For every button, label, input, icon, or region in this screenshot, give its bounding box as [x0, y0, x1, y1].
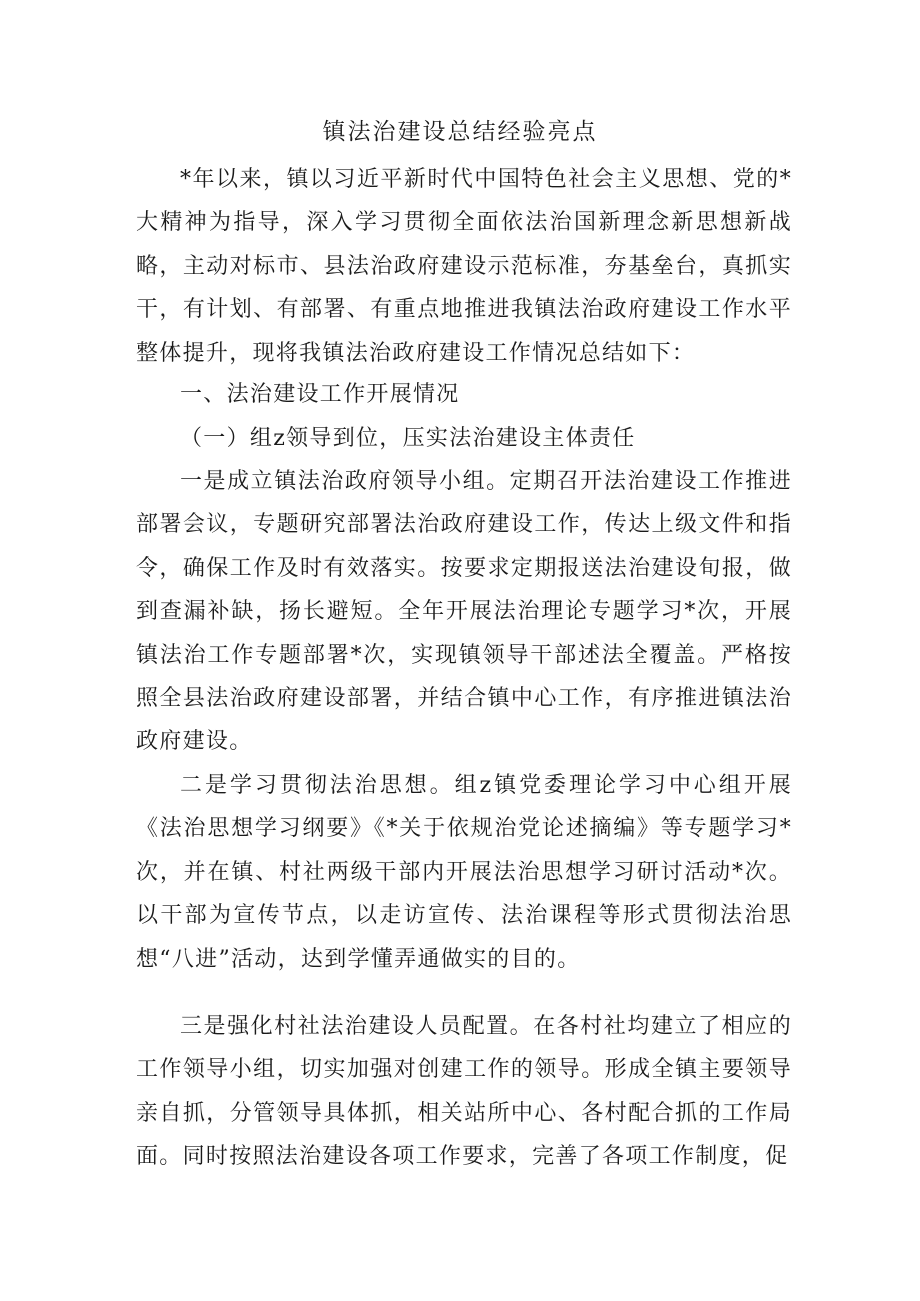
intro-paragraph: *年以来，镇以习近平新时代中国特色社会主义思想、党的*大精神为指导，深入学习贯彻全面依法治国新理念新思想新战略，主动对标市、县法治政府建设示范标准，夯基垒台，真抓实干，有计划、有部署、有重点地推进我镇法治政府建设工作水平整体提升，现将我镇法治政府建设工作情况总结如下：: [136, 167, 792, 366]
section-heading: 一、法治建设工作开展情况: [180, 382, 460, 407]
body-paragraph-1: 一是成立镇法治政府领导小组。定期召开法治建设工作推进部署会议，专题研究部署法治政府建设工作，传达上级文件和指令，确保工作及时有效落实。按要求定期报送法治建设旬报，做到查漏补缺，扬长避短。全年开展法治理论专题学习*次，开展镇法治工作专题部署*次，实现镇领导干部述法全覆盖。严格按照全县法治政府建设部署，并结合镇中心工作，有序推进镇法治政府建设。: [136, 469, 792, 755]
document-title: 镇法治建设总结经验亮点: [322, 119, 598, 145]
body-paragraph-2: 二是学习贯彻法治思想。组z镇党委理论学习中心组开展《法治思想学习纲要》《*关于依规治党论述摘编》等专题学习*次，并在镇、村社两级干部内开展法治思想学习研讨活动*次。以干部为宣传节点，以走访宣传、法治课程等形式贯彻法治思想“八进”活动，达到学懂弄通做实的目的。: [136, 773, 792, 972]
subsection-heading: （一）组z领导到位，压实法治建设主体责任: [180, 426, 636, 451]
body-paragraph-3: 三是强化村社法治建设人员配置。在各村社均建立了相应的工作领导小组，切实加强对创建工作的领导。形成全镇主要领导亲自抓，分管领导具体抓，相关站所中心、各村配合抓的工作局面。同时按照法治建设各项工作要求，完善了各项工作制度，促: [136, 1014, 792, 1170]
